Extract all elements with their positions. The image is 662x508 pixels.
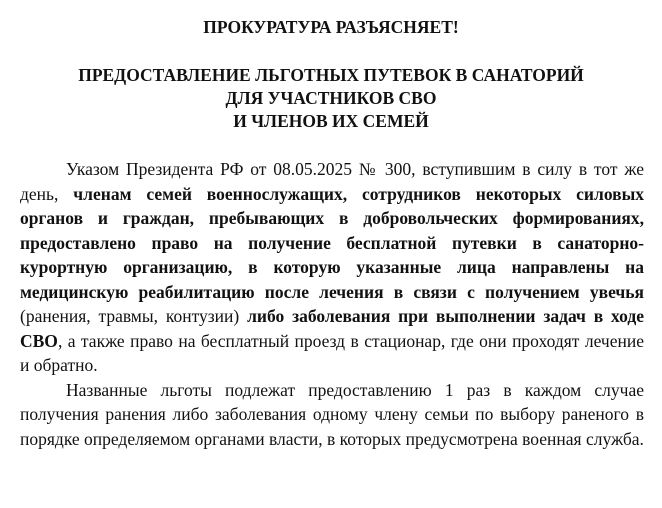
- paragraph-1-part-1: Указом Президента РФ от 08.05.2025 № 300, вступившим в силу в тот же день,: [20, 159, 644, 204]
- heading-line-3: И ЧЛЕНОВ ИХ СЕМЕЙ: [233, 111, 429, 131]
- heading-line-1: ПРЕДОСТАВЛЕНИЕ ЛЬГОТНЫХ ПУТЕВОК В САНАТОРИЙ: [78, 65, 584, 85]
- heading-line-2: ДЛЯ УЧАСТНИКОВ СВО: [225, 88, 437, 108]
- paragraph-1-bold-1: членам семей военнослужащих, сотрудников некоторых силовых органов и граждан, пребывающих в добровольческих формированиях, предоставлено право на получение бесплатной путевки в санаторно-курортную организацию, в которую указанные лица направлены на медицинскую реабилитацию после лечения в связи с получением увечья: [20, 183, 644, 302]
- paragraph-1-part-3: , а также право на бесплатный проезд в стационар, где они проходят лечение и обратно.: [20, 330, 644, 375]
- document-heading: [0, 64, 662, 133]
- paragraph-1: [20, 157, 644, 378]
- paragraph-1-bold-2: либо заболевания при выполнении задач в ходе СВО: [20, 306, 644, 351]
- paragraph-2: Названные льготы подлежат предоставлению 1 раз в каждом случае получения ранения либо заболевания одному члену семьи по выбору раненого в порядке определяемом органами власти, в которых предусмотрена военная служба.: [20, 379, 644, 449]
- paragraph-1-part-2: (ранения, травмы, контузии): [20, 306, 248, 326]
- office-title: ПРОКУРАТУРА РАЗЪЯСНЯЕТ!: [203, 17, 459, 37]
- document-body: [20, 157, 644, 451]
